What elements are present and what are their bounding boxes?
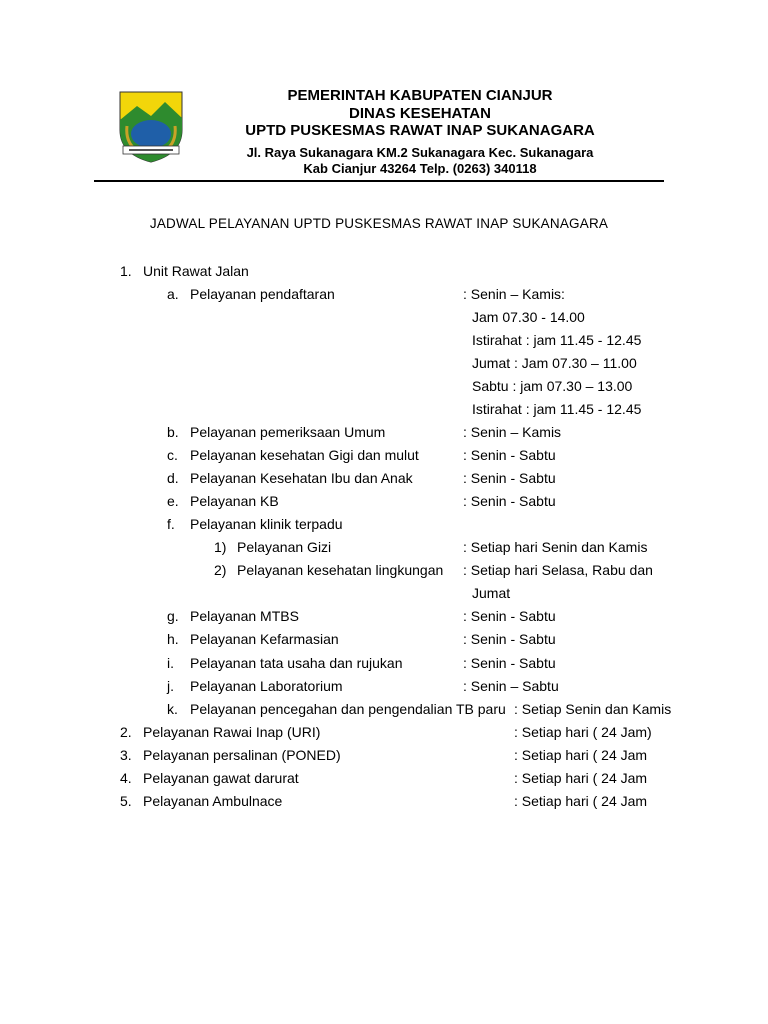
document-title: JADWAL PELAYANAN UPTD PUSKESMAS RAWAT INAP SUKANAGARA: [149, 216, 609, 231]
service-schedule: : Senin - Sabtu: [463, 631, 556, 647]
service-label: Pelayanan klinik terpadu: [190, 516, 343, 532]
section-heading: Pelayanan Rawai Inap (URI): [143, 724, 321, 740]
service-label: Pelayanan tata usaha dan rujukan: [190, 655, 403, 671]
service-label: Pelayanan pendaftaran: [190, 286, 335, 302]
letterhead-divider: [94, 180, 664, 182]
section-heading: Pelayanan Ambulnace: [143, 793, 283, 809]
schedule-detail: Istirahat : jam 11.45 - 12.45: [472, 401, 642, 417]
service-schedule: : Senin - Sabtu: [463, 493, 556, 509]
service-label: Pelayanan MTBS: [190, 608, 299, 624]
service-label: Pelayanan Gizi: [237, 539, 332, 555]
section-heading: Pelayanan persalinan (PONED): [143, 747, 341, 763]
service-schedule: : Senin – Sabtu: [463, 678, 559, 694]
list-marker: e.: [167, 493, 179, 509]
list-marker: b.: [167, 424, 179, 440]
service-label: Pelayanan Kesehatan Ibu dan Anak: [190, 470, 413, 486]
service-label: Pelayanan Laboratorium: [190, 678, 343, 694]
service-label: Pelayanan pemeriksaan Umum: [190, 424, 386, 440]
list-marker: k.: [167, 701, 178, 717]
section-heading: Pelayanan gawat darurat: [143, 770, 299, 786]
list-marker: g.: [167, 608, 179, 624]
service-schedule: : Setiap hari ( 24 Jam): [514, 724, 652, 740]
service-label: Pelayanan Kefarmasian: [190, 631, 339, 647]
section-heading: Unit Rawat Jalan: [143, 263, 249, 279]
list-marker: d.: [167, 470, 179, 486]
list-number: 1.: [120, 263, 132, 279]
list-number: 2.: [120, 724, 132, 740]
sub-list-marker: 2): [214, 562, 227, 578]
list-marker: j.: [167, 678, 174, 694]
letterhead-city-phone: Kab Cianjur 43264 Telp. (0263) 340118: [303, 161, 537, 176]
list-marker: h.: [167, 631, 179, 647]
letterhead-address: Jl. Raya Sukanagara KM.2 Sukanagara Kec. Sukanagara: [246, 145, 594, 160]
list-number: 5.: [120, 793, 132, 809]
list-number: 3.: [120, 747, 132, 763]
service-schedule: : Senin - Sabtu: [463, 608, 556, 624]
cianjur-emblem-logo: [117, 90, 185, 164]
service-schedule: : Setiap hari ( 24 Jam: [514, 793, 648, 809]
list-marker: a.: [167, 286, 179, 302]
sub-list-marker: 1): [214, 539, 227, 555]
list-marker: i.: [167, 655, 174, 671]
schedule-detail: Istirahat : jam 11.45 - 12.45: [472, 332, 642, 348]
list-marker: c.: [167, 447, 178, 463]
service-schedule: : Senin – Kamis: [463, 424, 562, 440]
service-label: Pelayanan kesehatan lingkungan: [237, 562, 444, 578]
service-schedule: : Setiap hari Selasa, Rabu dan: [463, 562, 653, 578]
service-schedule: : Senin - Sabtu: [463, 655, 556, 671]
schedule-detail: Jam 07.30 - 14.00: [472, 309, 585, 325]
service-schedule: : Setiap hari Senin dan Kamis: [463, 539, 648, 555]
letterhead-department: DINAS KESEHATAN: [349, 105, 491, 122]
service-schedule-continued: Jumat: [472, 585, 511, 601]
service-label: Pelayanan kesehatan Gigi dan mulut: [190, 447, 419, 463]
service-schedule: : Senin – Kamis:: [463, 286, 565, 302]
service-schedule: : Setiap hari ( 24 Jam: [514, 747, 648, 763]
service-schedule: : Senin - Sabtu: [463, 470, 556, 486]
list-number: 4.: [120, 770, 132, 786]
list-marker: f.: [167, 516, 175, 532]
schedule-detail: Jumat : Jam 07.30 – 11.00: [472, 355, 637, 371]
service-label: Pelayanan pencegahan dan pengendalian TB paru: [190, 701, 506, 717]
service-schedule: : Setiap Senin dan Kamis: [514, 701, 672, 717]
service-label: Pelayanan KB: [190, 493, 279, 509]
service-schedule: : Setiap hari ( 24 Jam: [514, 770, 648, 786]
service-schedule: : Senin - Sabtu: [463, 447, 556, 463]
letterhead-institution: UPTD PUSKESMAS RAWAT INAP SUKANAGARA: [245, 122, 595, 139]
schedule-detail: Sabtu : jam 07.30 – 13.00: [472, 378, 633, 394]
letterhead-government: PEMERINTAH KABUPATEN CIANJUR: [287, 87, 553, 104]
